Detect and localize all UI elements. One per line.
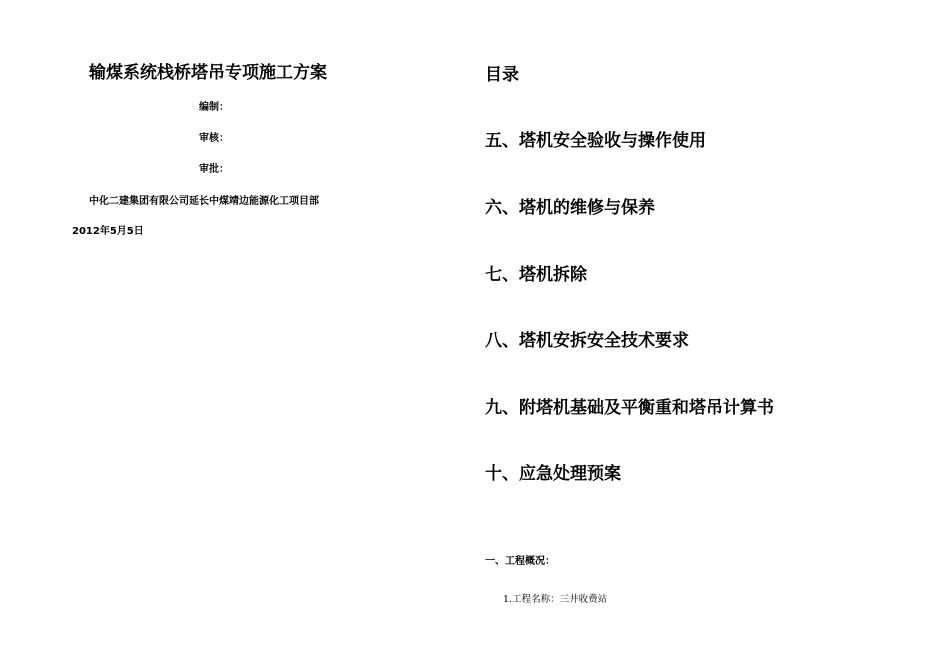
toc-item-6: 六、塔机的维修与保养 xyxy=(485,198,655,218)
section-heading: 一、工程概况： xyxy=(485,556,555,567)
compiled-by-label: 编制： xyxy=(199,102,229,113)
reviewed-by-label: 审核： xyxy=(199,133,229,144)
company-name: 中化二建集团有限公司延长中煤靖边能源化工项目部 xyxy=(89,196,319,207)
project-name-line: 1.工程名称：三井收费站 xyxy=(503,594,608,605)
toc-item-10: 十、应急处理预案 xyxy=(485,464,621,484)
document-date: 2012年5月5日 xyxy=(72,226,144,237)
toc-title: 目录 xyxy=(485,65,519,85)
toc-item-9: 九、附塔机基础及平衡重和塔吊计算书 xyxy=(485,398,774,418)
approved-by-label: 审批： xyxy=(199,164,229,175)
toc-item-8: 八、塔机安拆安全技术要求 xyxy=(485,331,689,351)
toc-item-5: 五、塔机安全验收与操作使用 xyxy=(485,131,706,151)
toc-item-7: 七、塔机拆除 xyxy=(485,265,587,285)
document-title: 输煤系统栈桥塔吊专项施工方案 xyxy=(89,63,327,83)
right-page xyxy=(475,0,950,672)
